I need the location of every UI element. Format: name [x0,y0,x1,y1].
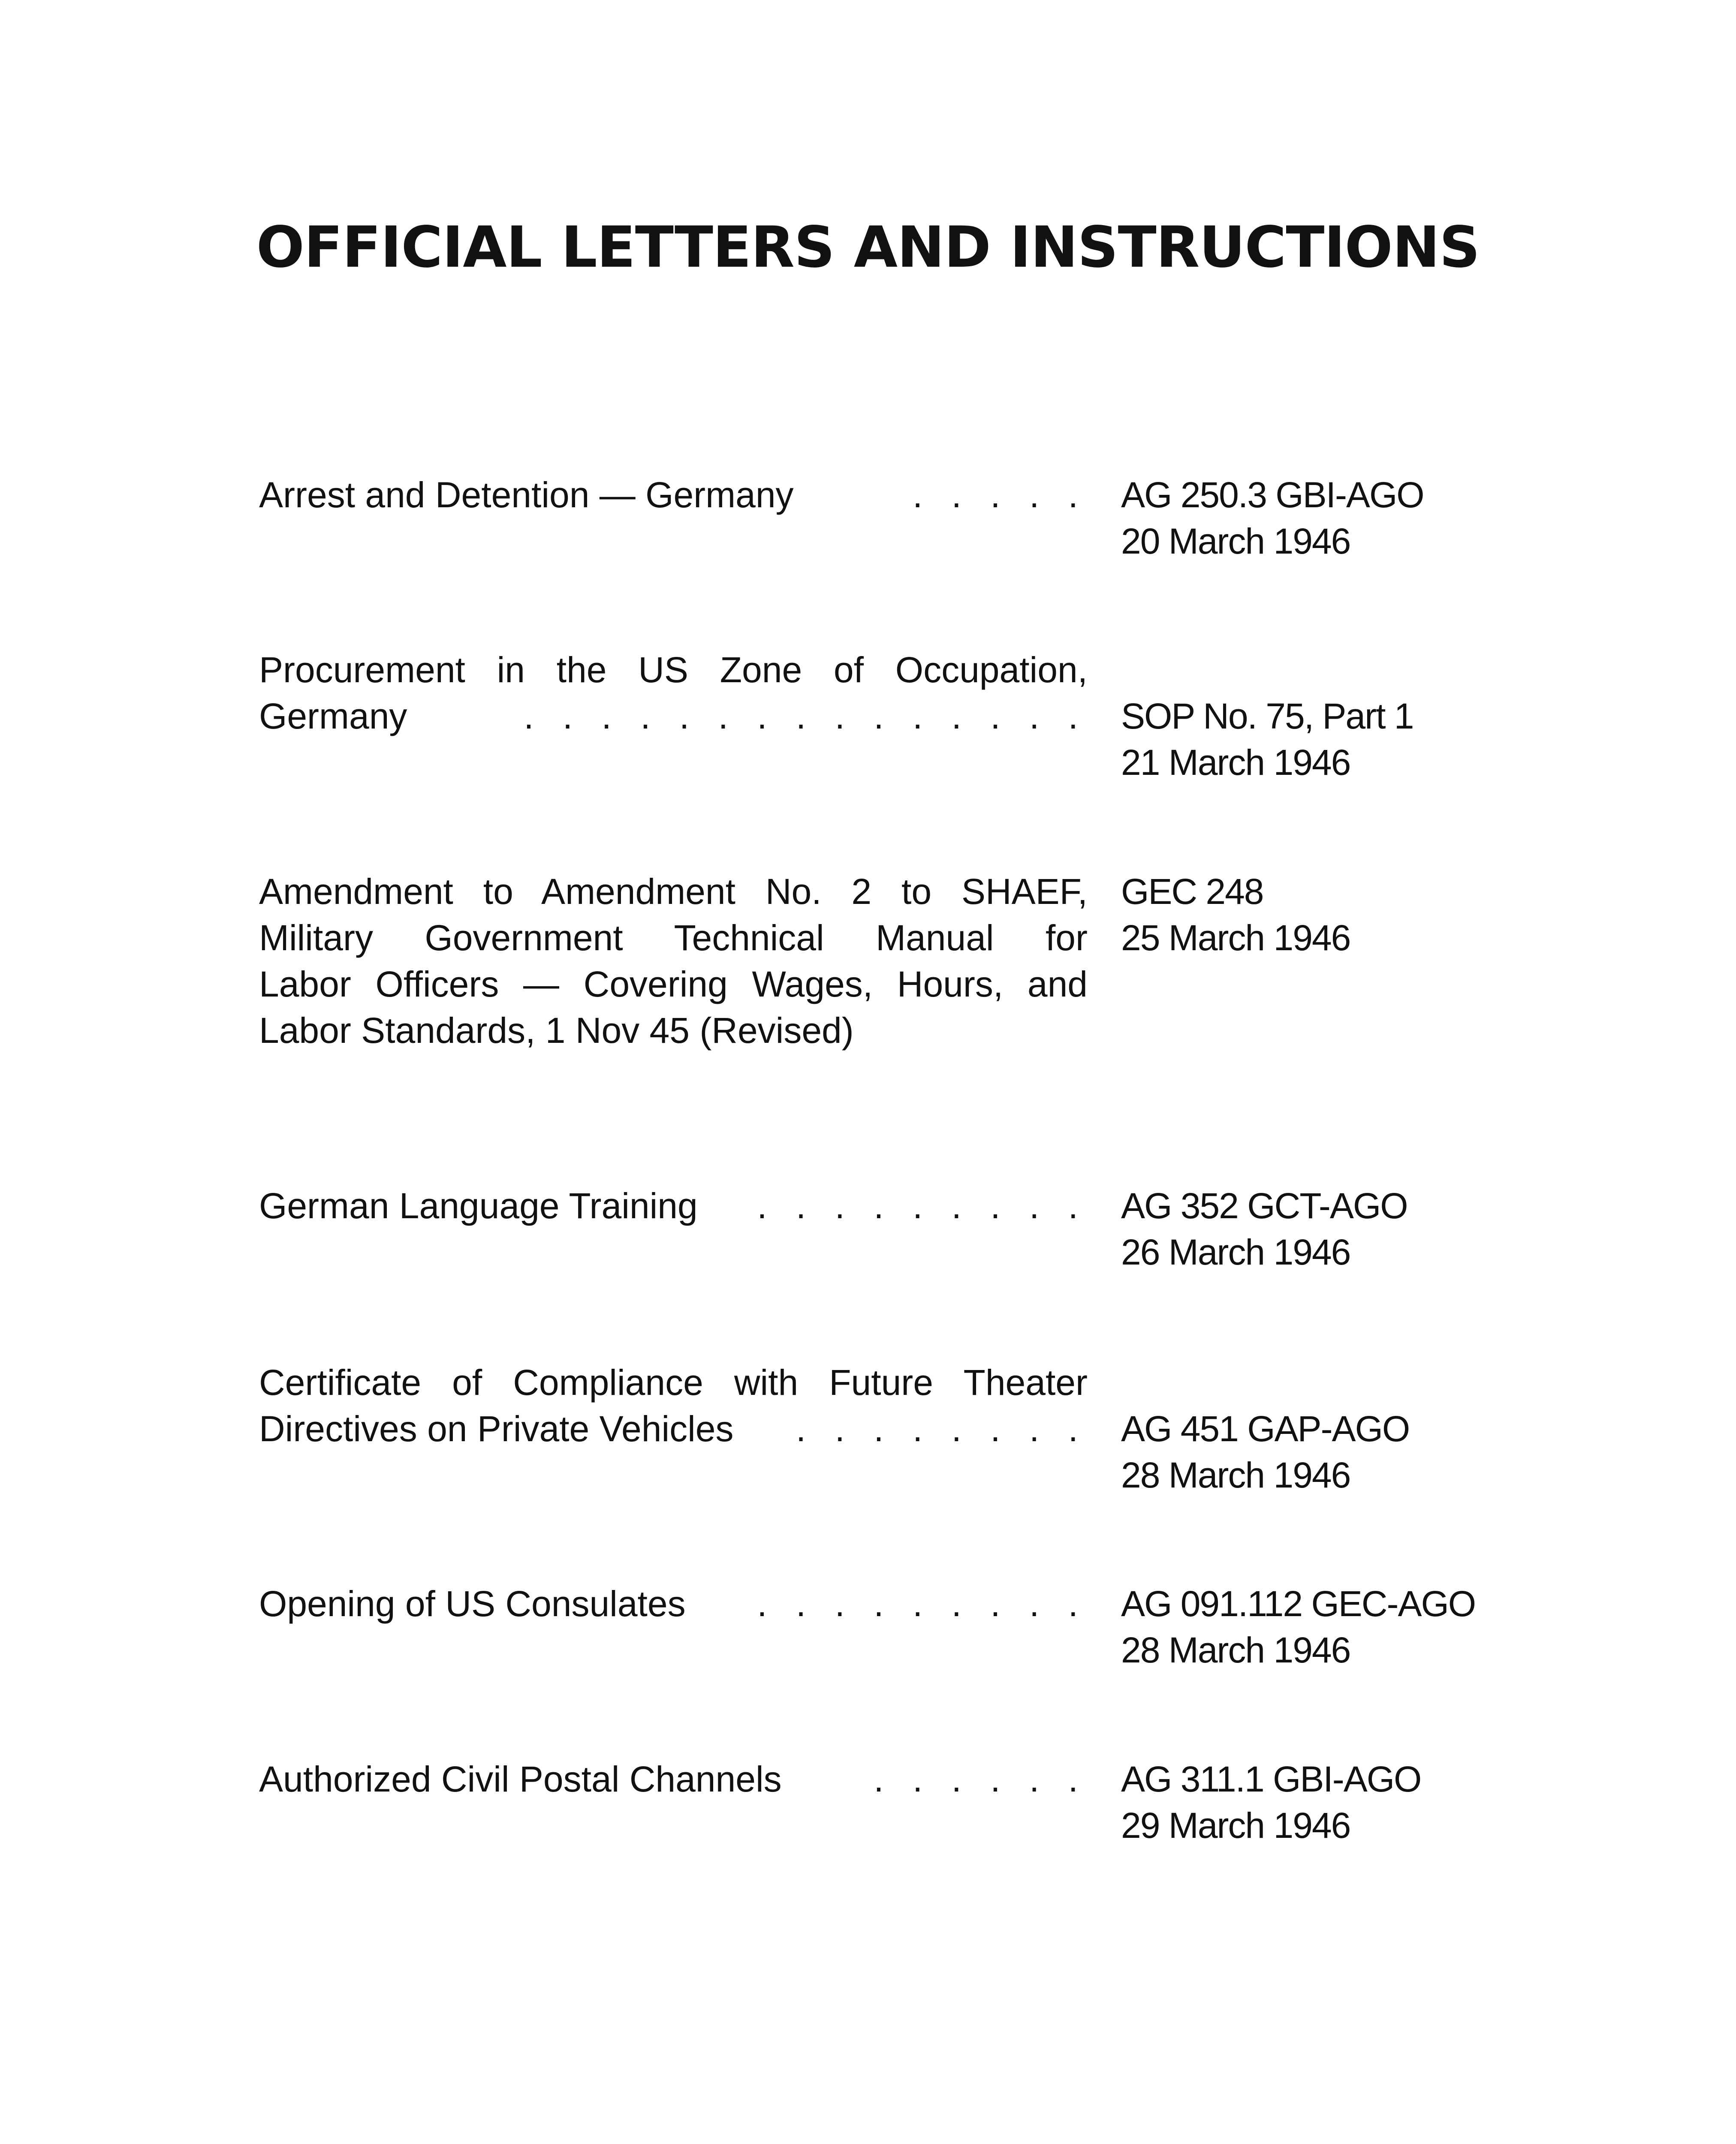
subject-line: Authorized Civil Postal Channels [259,1759,782,1799]
reference-date: 28 March 1946 [1121,1455,1350,1495]
entry-reference [1121,1406,1409,1498]
entry-subject [259,647,1088,739]
dot-leader: . . . . . . . . . [757,1186,1088,1226]
dot-leader: . . . . . . . . . . . . . . . [524,696,1088,736]
subject-line: Germany [259,696,407,736]
subject-line: Procurement in the US Zone of Occupation, [259,650,1088,690]
subject-line: Amendment to Amendment No. 2 to SHAEF, [259,871,1088,912]
reference-date: 28 March 1946 [1121,1630,1350,1670]
entry-reference [1121,693,1414,786]
reference-code: AG 091.112 GEC-AGO [1121,1584,1476,1624]
subject-line: Military Government Technical Manual for [259,918,1088,958]
reference-code: GEC 248 [1121,871,1263,912]
entry-subject [259,1183,1088,1229]
subject-line: Arrest and Detention — Germany [259,475,794,515]
entry-reference [1121,868,1350,961]
entry-subject [259,1581,1088,1627]
reference-date: 25 March 1946 [1121,918,1350,958]
dot-leader: . . . . . [912,475,1088,515]
entry-reference [1121,1581,1475,1673]
entry-subject [259,1756,1088,1802]
entry-reference [1121,472,1424,564]
dot-leader: . . . . . . . . [796,1409,1088,1449]
page-title: OFFICIAL LETTERS AND INSTRUCTIONS [256,214,1480,280]
dot-leader: . . . . . . [874,1759,1088,1799]
entry-reference [1121,1183,1407,1275]
subject-line: Directives on Private Vehicles [259,1409,734,1449]
reference-date: 26 March 1946 [1121,1232,1350,1272]
entry-subject [259,1359,1088,1452]
subject-line: Certificate of Compliance with Future Theater [259,1362,1088,1403]
reference-code: AG 311.1 GBI-AGO [1121,1759,1421,1799]
reference-code: AG 250.3 GBI-AGO [1121,475,1424,515]
reference-date: 21 March 1946 [1121,742,1350,783]
entry-subject [259,472,1088,518]
dot-leader: . . . . . . . . . [757,1584,1088,1624]
reference-date: 29 March 1946 [1121,1805,1350,1846]
reference-code: SOP No. 75, Part 1 [1121,696,1414,736]
reference-date: 20 March 1946 [1121,521,1350,561]
subject-line: Opening of US Consulates [259,1584,686,1624]
subject-line: Labor Standards, 1 Nov 45 (Revised) [259,1010,854,1051]
entry-reference [1121,1756,1421,1849]
subject-line: Labor Officers — Covering Wages, Hours, and [259,964,1088,1004]
entry-subject [259,868,1088,1054]
subject-line: German Language Training [259,1186,698,1226]
reference-code: AG 352 GCT-AGO [1121,1186,1407,1226]
reference-code: AG 451 GAP-AGO [1121,1409,1410,1449]
